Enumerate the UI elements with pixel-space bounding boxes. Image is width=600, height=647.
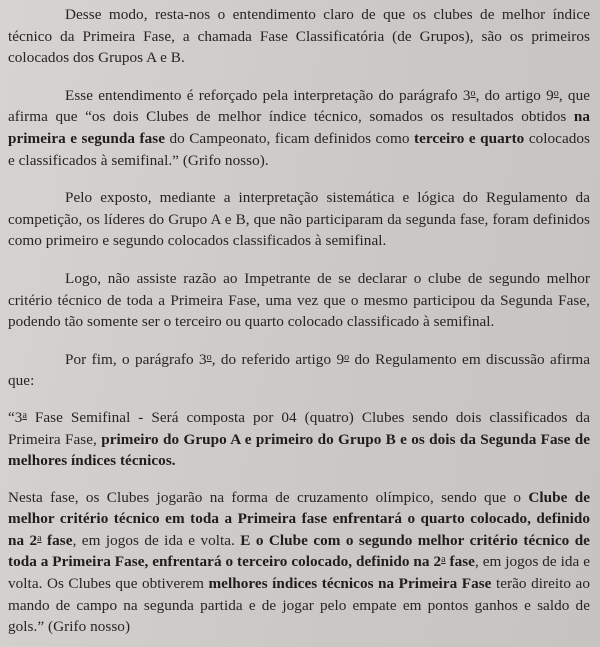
p2-text-5: colocados e classificados à semifinal.” (Grifo nosso). — [8, 129, 590, 169]
paragraph-4: Logo, não assiste razão ao Impetrante de se declarar o clube de segundo melhor critério técnico de toda a Primeira Fase, uma vez que o mesmo participou da Segunda Fase, podendo tão somente ser o terceiro ou quarto colocado classificado à semifinal. — [8, 269, 590, 331]
q1-ordinal-1: a — [22, 409, 27, 421]
p2-ordinal-1: o — [470, 87, 476, 99]
q2-ordinal-1: a — [37, 532, 42, 544]
q1-bold-1: primeiro do Grupo A e primeiro do Grupo B e os dois da Segunda Fase de melhores índices técnicos. — [8, 430, 590, 470]
q2-text-3: , em jogos de ida e volta. Os Clubes que obtiverem — [8, 553, 590, 593]
q2-text-2: , em jogos de ida e volta. — [72, 531, 241, 549]
paragraph-5 — [8, 349, 590, 392]
quote-paragraph-2 — [8, 487, 590, 638]
p2-bold-1: na primeira e segunda fase — [8, 108, 590, 147]
q2-bold-3: E o Clube com o segundo melhor critério técnico de toda a Primeira Fase, enfrentará o terceiro colocado, definido na 2 — [8, 531, 590, 571]
q2-text-4: terão direito ao mando de campo na segunda partida e de jogar pelo empate em pontos ganhos e saldo de gols.” (Grifo nosso) — [8, 575, 590, 636]
paragraph-3: Pelo exposto, mediante a interpretação sistemática e lógica do Regulamento da competição, os líderes do Grupo A e B, que não participaram da segunda fase, foram definidos como primeiro e segundo colocados classificados à semifinal. — [8, 189, 590, 250]
q2-bold-1: Clube de melhor critério técnico em toda a Primeira fase enfrentará o quarto colocado, definido na 2 — [8, 488, 590, 549]
paragraph-1: Desse modo, resta-nos o entendimento claro de que os clubes de melhor índice técnico da Primeira Fase, a chamada Fase Classificatória (de Grupos), são os primeiros colocados dos Grupos A e B. — [8, 6, 590, 67]
q2-text-1: Nesta fase, os Clubes jogarão na forma de cruzamento olímpico, sendo que o — [8, 488, 529, 506]
p2-ordinal-2: o — [553, 87, 559, 99]
p2-text-1: Esse entendimento é reforçado pela interpretação do parágrafo 3 — [65, 86, 471, 104]
p5-text-1: Por fim, o parágrafo 3 — [65, 350, 207, 368]
p5-text-3: do Regulamento em discussão afirma que: — [8, 350, 590, 390]
q2-bold-5: melhores índices técnicos na Primeira Fase — [208, 575, 492, 593]
q2-bold-4: fase — [445, 553, 475, 571]
quote-paragraph-1 — [8, 407, 590, 472]
p2-text-4: do Campeonato, ficam definidos como — [165, 129, 414, 147]
q2-ordinal-2: a — [441, 554, 446, 566]
p2-bold-2: terceiro e quarto — [413, 129, 525, 147]
p2-text-2: , do artigo 9 — [475, 86, 554, 104]
q1-text-1: “3 — [8, 408, 23, 426]
paragraph-2 — [8, 85, 590, 171]
q2-bold-2: fase — [41, 531, 73, 549]
p5-text-2: , do referido artigo 9 — [211, 350, 345, 368]
p2-text-3: , que afirma que “os dois Clubes de melhor índice técnico, somados os resultados obtidos — [8, 86, 590, 126]
p5-ordinal-1: o — [206, 351, 212, 363]
q1-text-2: Fase Semifinal - Será composta por 04 (quatro) Clubes sendo dois classificados da Primeira Fase, — [8, 408, 590, 448]
p5-ordinal-2: o — [344, 351, 350, 363]
